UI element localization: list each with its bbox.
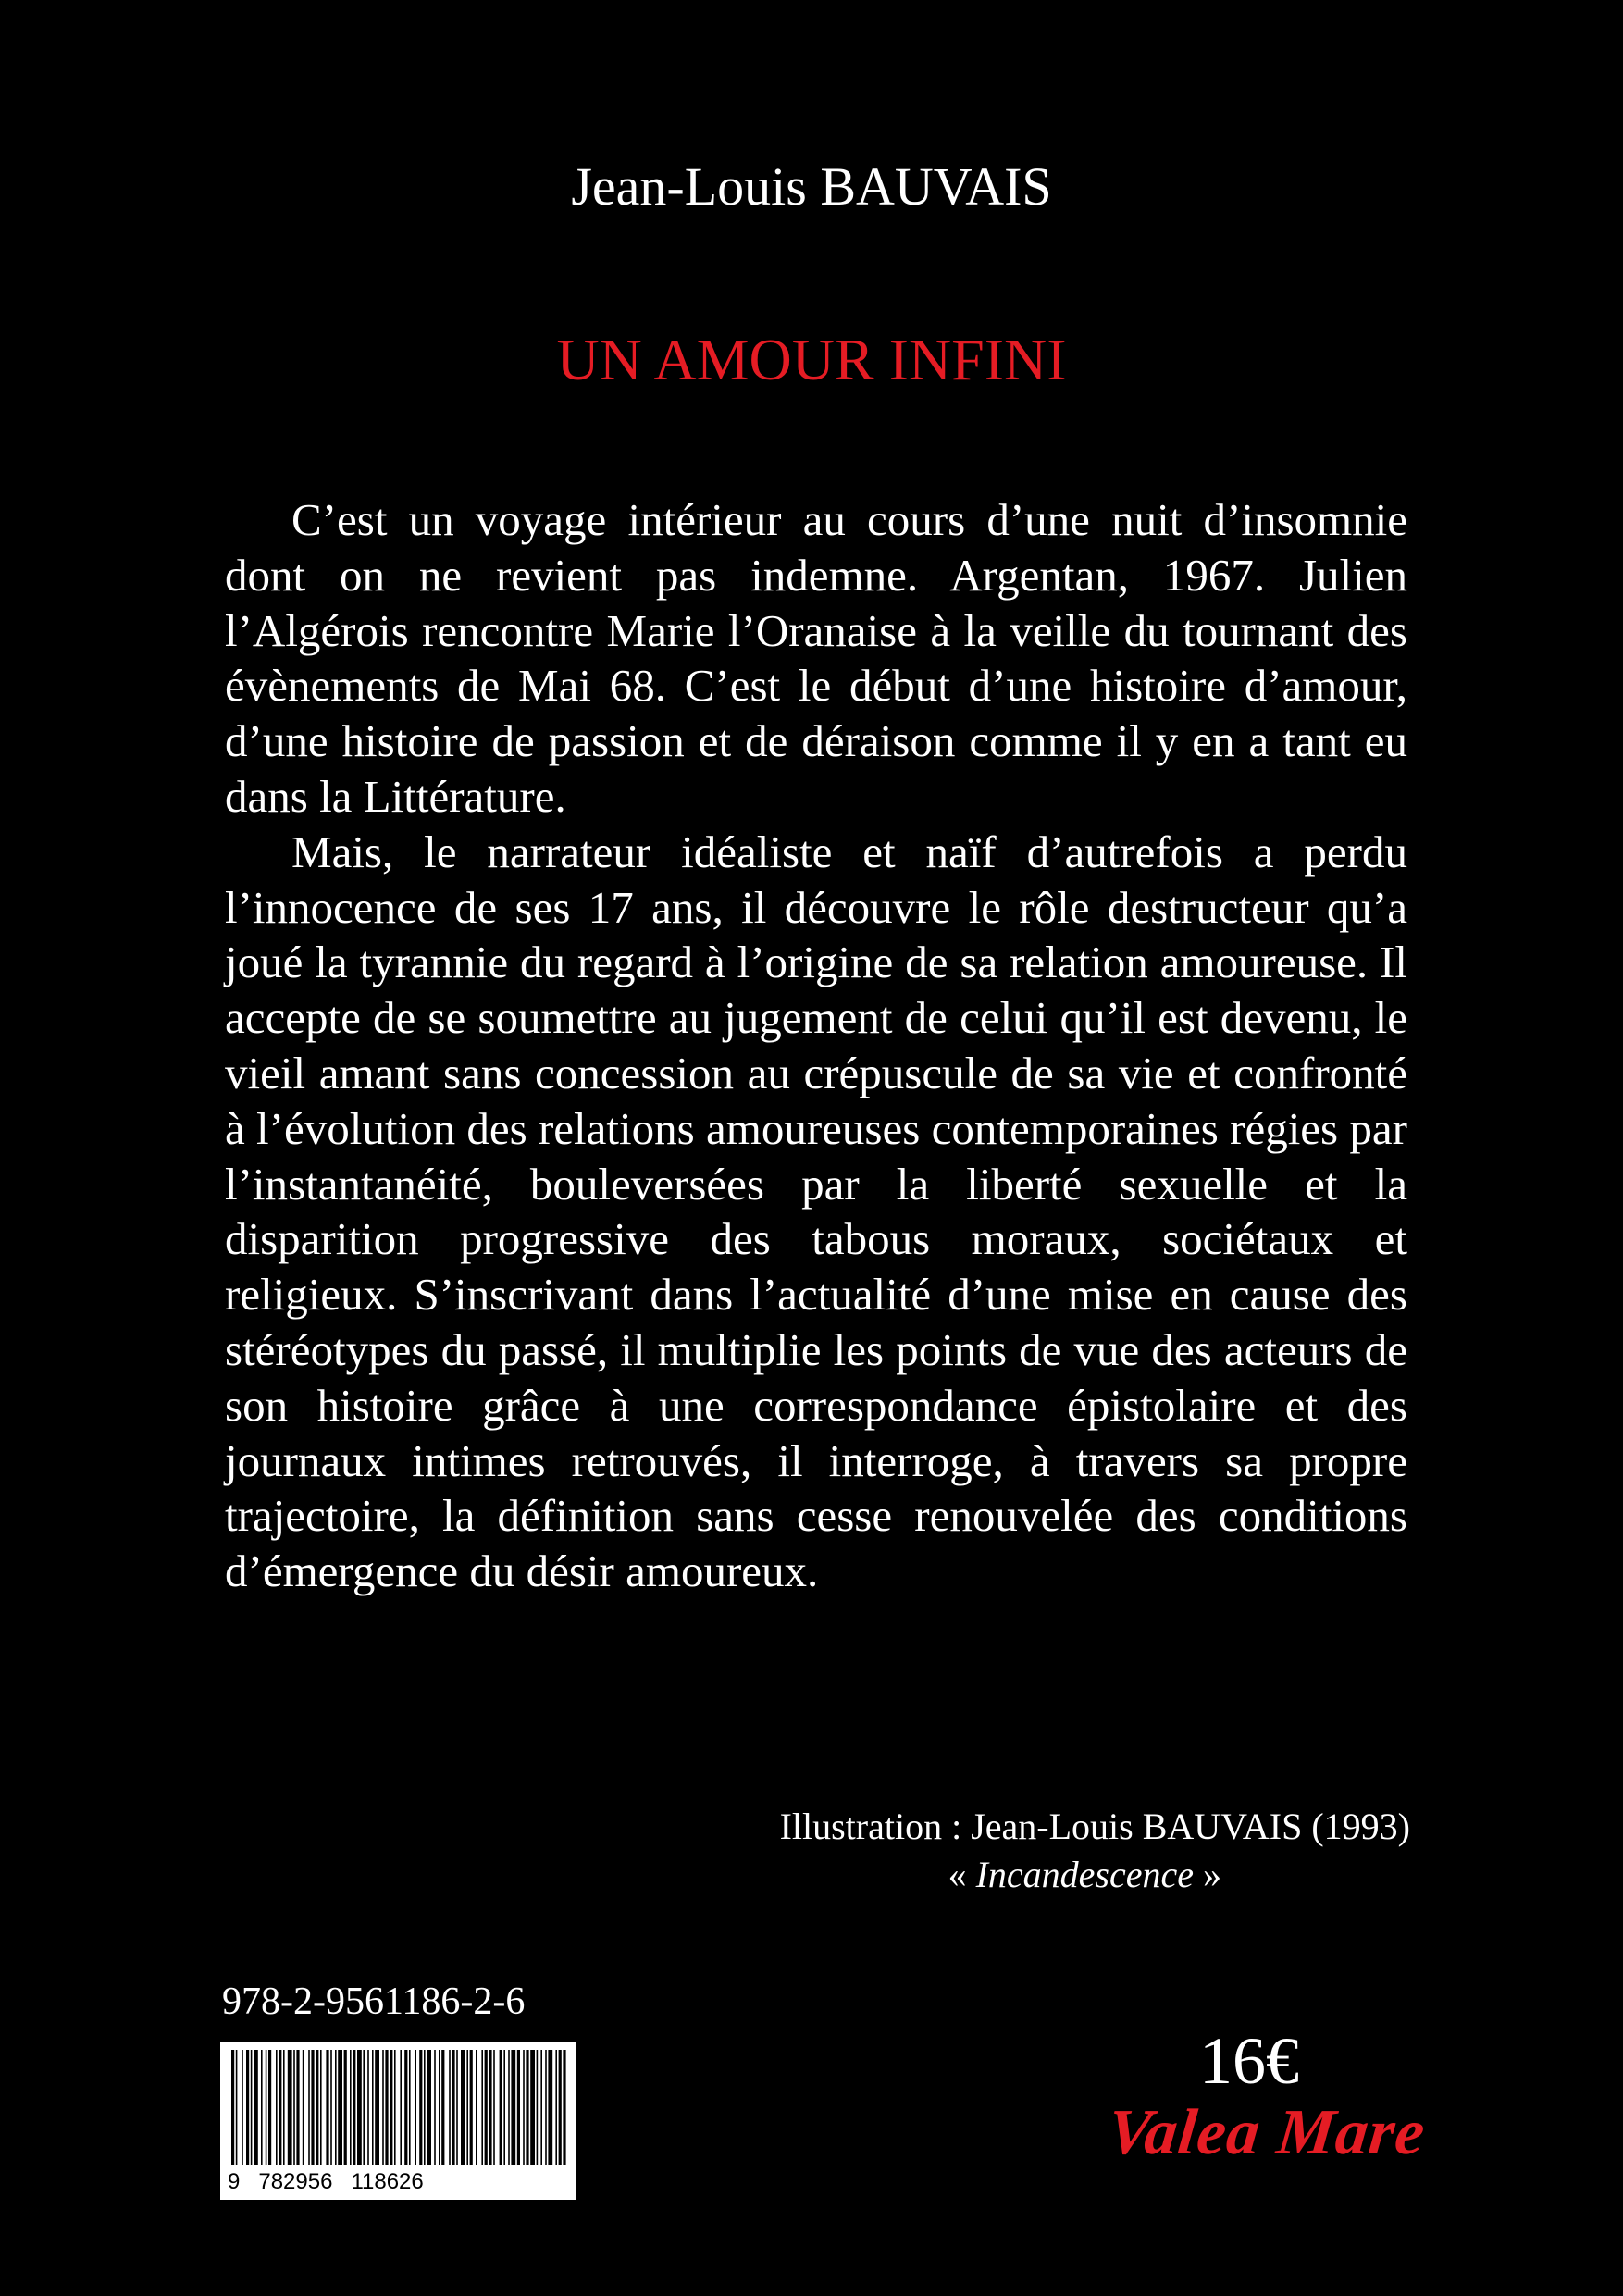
barcode-bar: [335, 2050, 337, 2165]
barcode-bar: [367, 2050, 369, 2165]
barcode-bar: [296, 2050, 299, 2165]
barcode-bar: [419, 2050, 422, 2165]
back-cover-blurb: [225, 492, 1407, 1599]
barcode-bar: [503, 2050, 505, 2165]
publisher-logo: Valea Mare: [1104, 2097, 1430, 2168]
barcode-bar: [511, 2050, 515, 2165]
barcode-bar: [434, 2050, 436, 2165]
barcode-bar: [231, 2050, 234, 2165]
barcode-bar: [375, 2050, 379, 2165]
barcode-bar: [500, 2050, 502, 2165]
barcode-bar: [311, 2050, 314, 2165]
barcode-bar: [344, 2050, 347, 2165]
isbn-number: 978-2-9561186-2-6: [222, 1980, 526, 2023]
barcode-bar: [404, 2050, 407, 2165]
isbn-barcode: [220, 2042, 576, 2200]
barcode-bar: [439, 2050, 440, 2165]
barcode-bar: [350, 2050, 352, 2165]
illustration-title: [648, 1851, 1221, 1899]
barcode-bar: [308, 2050, 310, 2165]
barcode-bar: [357, 2050, 362, 2165]
barcode-bar: [400, 2050, 402, 2165]
barcode-bar: [466, 2050, 468, 2165]
barcode-bar: [537, 2050, 539, 2165]
barcode-bar: [427, 2050, 431, 2165]
barcode-bar: [293, 2050, 295, 2165]
barcode-bar: [563, 2050, 565, 2165]
barcode-bar: [268, 2050, 271, 2165]
barcode-bar: [251, 2050, 253, 2165]
barcode-bar: [481, 2050, 483, 2165]
barcode-bar: [338, 2050, 342, 2165]
barcode-bar: [261, 2050, 263, 2165]
barcode-bar: [449, 2050, 451, 2165]
illustration-title-text: Incandescence: [975, 1854, 1194, 1895]
blurb-paragraph-1: C’est un voyage intérieur au cours d’une nuit d’insomnie dont on ne revient pas indemne. Argentan, 1967. Julien l’Algérois rencontre Marie l’Oranaise à la veille du tournant des évènements de Mai 68. C’est le début d’une histoire d’amour, d’une histoire de passion et de déraison comme il y en a tant eu dans la Littérature.: [225, 494, 1407, 822]
barcode-bar: [548, 2050, 552, 2165]
barcode-bar: [288, 2050, 292, 2165]
barcode-bar: [276, 2050, 278, 2165]
barcode-bar: [470, 2050, 473, 2165]
barcode-bar: [540, 2050, 542, 2165]
barcode-bar: [508, 2050, 510, 2165]
quote-open: «: [948, 1854, 976, 1895]
barcode-bar: [530, 2050, 535, 2165]
barcode-bar: [441, 2050, 444, 2165]
barcode-graphic: [220, 2042, 576, 2200]
barcode-bar: [493, 2050, 495, 2165]
barcode-bar: [363, 2050, 365, 2165]
barcode-bar: [424, 2050, 426, 2165]
barcode-bar: [559, 2050, 562, 2165]
barcode-bar: [303, 2050, 304, 2165]
barcode-bar: [353, 2050, 355, 2165]
barcode-bar: [330, 2050, 332, 2165]
barcode-bar: [523, 2050, 525, 2165]
barcode-bar: [517, 2050, 520, 2165]
barcode-digits: 9 782956 118626: [228, 2169, 424, 2194]
barcode-bar: [461, 2050, 465, 2165]
illustration-credit: Illustration : Jean-Louis BAUVAIS (1993): [779, 1806, 1410, 1847]
blurb-paragraph-2: Mais, le narrateur idéaliste et naïf d’autrefois a perdu l’innocence de ses 17 ans, il découvre le rôle destructeur qu’a joué la tyrannie du regard à l’origine de sa relation amoureuse. Il accepte de se soumettre au jugement de celui qu’il est devenu, le vieil amant sans concession au crépuscule de sa vie et confronté à l’évolution des relations amoureuses contemporaines régies par l’instantanéité, bouleversées par la liberté sexuelle et la disparition progressive des tabous moraux, sociétaux et religieux. S’inscrivant dans l’actualité d’une mise en cause des stéréotypes du passé, il multiplie les points de vue des acteurs de son histoire grâce à une correspondance épistolaire et des journaux intimes retrouvés, il interroge, à travers sa propre trajectoire, la définition sans cesse renouvelée des conditions d’émergence du désir amoureux.: [225, 825, 1407, 1597]
barcode-bar: [242, 2050, 243, 2165]
barcode-bar: [236, 2050, 238, 2165]
barcode-bar: [372, 2050, 374, 2165]
barcode-bar: [254, 2050, 258, 2165]
barcode-bar: [409, 2050, 411, 2165]
barcode-bar: [415, 2050, 416, 2165]
barcode-bar: [246, 2050, 249, 2165]
barcode-bar: [390, 2050, 392, 2165]
barcode-bar: [279, 2050, 281, 2165]
barcode-bar: [526, 2050, 528, 2165]
barcode-bar: [456, 2050, 458, 2165]
barcode-bar: [485, 2050, 488, 2165]
barcode-bar: [555, 2050, 557, 2165]
barcode-bar: [476, 2050, 477, 2165]
barcode-bar: [382, 2050, 384, 2165]
quote-close: »: [1194, 1854, 1221, 1895]
barcode-bar: [489, 2050, 491, 2165]
barcode-bar: [316, 2050, 318, 2165]
barcode-bar: [545, 2050, 547, 2165]
barcode-bar: [320, 2050, 322, 2165]
barcode-bar: [326, 2050, 328, 2165]
barcode-bar: [266, 2050, 267, 2165]
barcode-bar: [283, 2050, 285, 2165]
author-name: Jean-Louis BAUVAIS: [571, 156, 1052, 217]
barcode-bar: [452, 2050, 454, 2165]
barcode-bar: [394, 2050, 396, 2165]
barcode-bar: [385, 2050, 388, 2165]
book-title: UN AMOUR INFINI: [556, 327, 1067, 392]
price-label: 16€: [1199, 2024, 1299, 2098]
